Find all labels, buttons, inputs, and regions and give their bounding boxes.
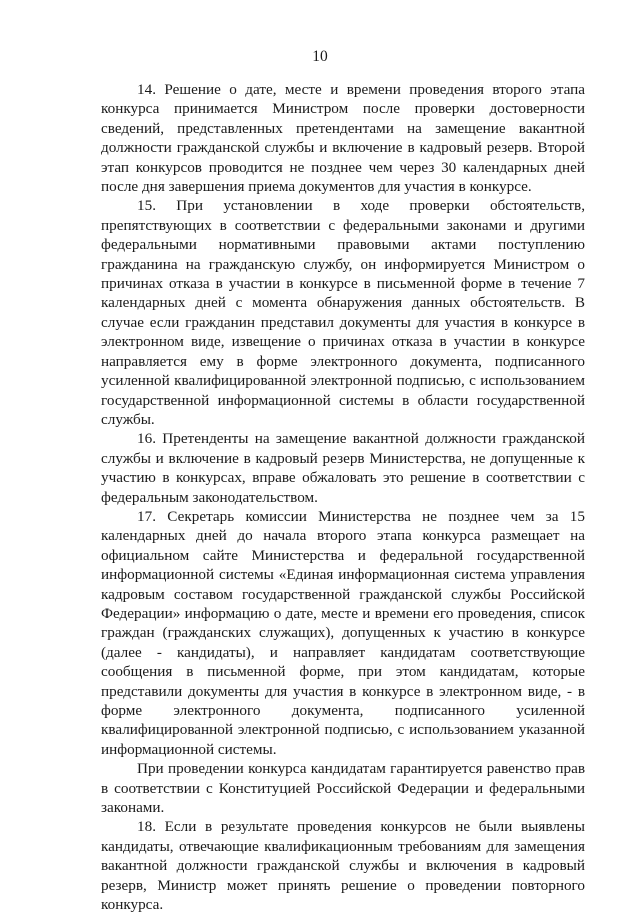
paragraph-18: 18. Если в результате проведения конкурсов не были выявлены кандидаты, отвечающие квалификационным требованиям для замещения вакантной должности гражданской службы и включения в кадровый резерв, Министр может принять решение о проведении повторного конкурса. bbox=[101, 818, 585, 914]
paragraph-16: 16. Претенденты на замещение вакантной должности гражданской службы и включение в кадровый резерв Министерства, не допущенные к участию в конкурсах, вправе обжаловать это решение в соответствии с федеральным законодательством. bbox=[101, 430, 585, 506]
paragraph-17: 17. Секретарь комиссии Министерства не позднее чем за 15 календарных дней до начала второго этапа конкурса размещает на официальном сайте Министерства и федеральной государственной информационной системы «Единая информационная система управления кадровым составом государственной гражданской службы Российской Федерации» информацию о дате, месте и времени его проведения, список граждан (гражданских служащих), допущенных к участию в конкурсе (далее - кандидаты), и направляет кандидатам соответствующие сообщения в письменной форме, при этом кандидатам, которые представили документы для участия в конкурсе в электронном виде, - в форме электронного документа, подписанного усиленной квалифицированной электронной подписью, с использованием указанной информационной системы. bbox=[101, 507, 585, 758]
paragraph-equal-rights: При проведении конкурса кандидатам гарантируется равенство прав в соответствии с Конституцией Российской Федерации и федеральными законами. bbox=[101, 760, 585, 817]
page-number: 10 bbox=[312, 48, 328, 65]
paragraph-15: 15. При установлении в ходе проверки обстоятельств, препятствующих в соответствии с федеральными законами и другими федеральными нормативными правовыми актами поступлению гражданина на гражданскую службу, он информируется Министром о причинах отказа в участии в конкурсе в письменной форме в течение 7 календарных дней с момента обнаружения данных обстоятельств. В случае если гражданин представил документы для участия в конкурсе в электронном виде, извещение о причинах отказа в участии в конкурсе направляется ему в форме электронного документа, подписанного усиленной квалифицированной электронной подписью, с использованием государственной информационной системы в области государственной службы. bbox=[101, 197, 585, 428]
paragraph-14: 14. Решение о дате, месте и времени проведения второго этапа конкурса принимается Министром после проверки достоверности сведений, представленных претендентами на замещение вакантной должности гражданской службы и включение в кадровый резерв. Второй этап конкурсов проводится не позднее чем через 30 календарных дней после дня завершения приема документов для участия в конкурсе. bbox=[101, 81, 585, 196]
document-body bbox=[101, 80, 585, 914]
